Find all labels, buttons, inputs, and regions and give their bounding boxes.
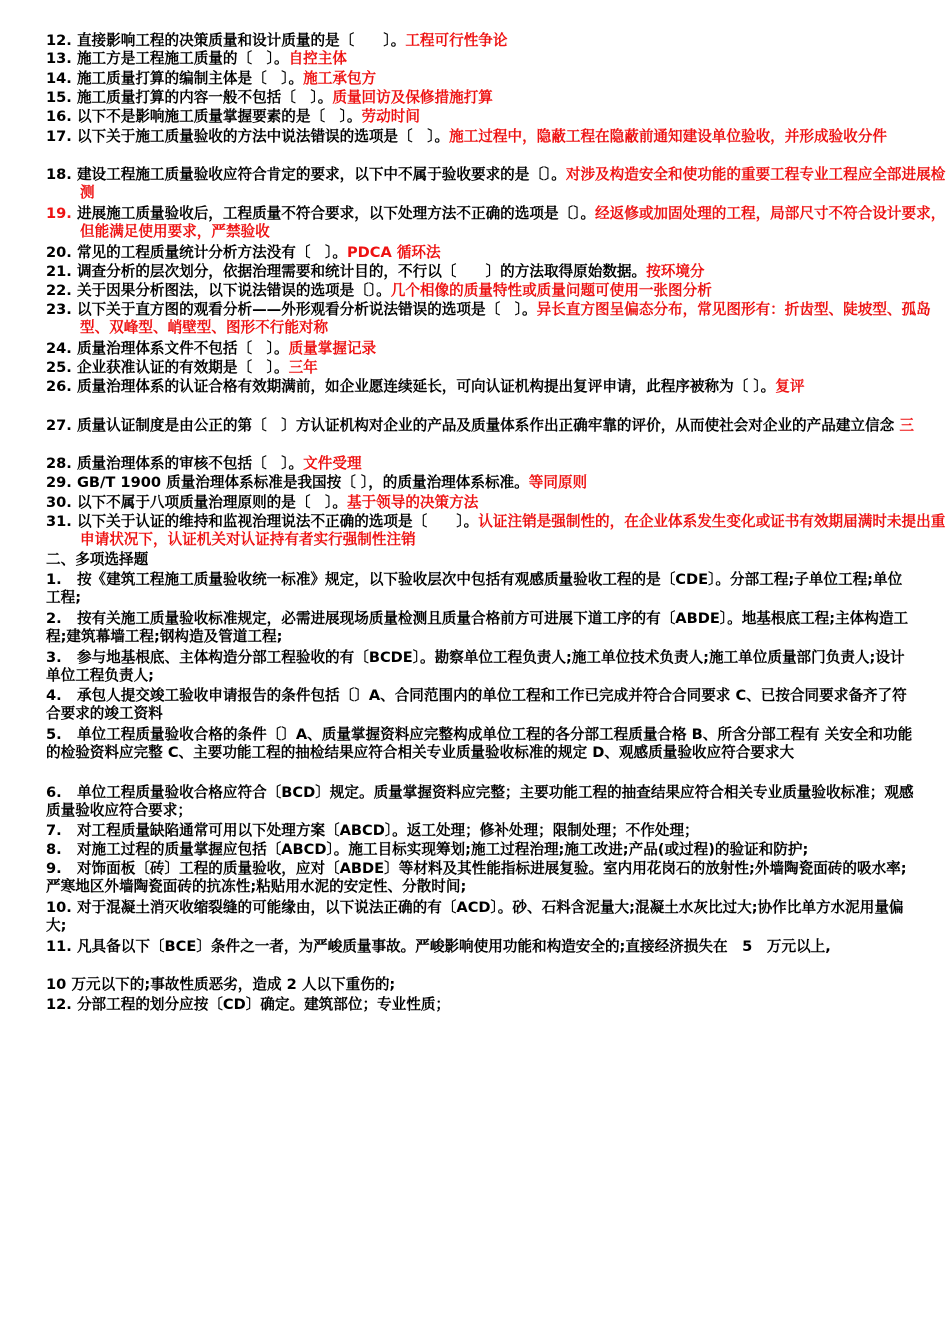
answer: 施工承包方 bbox=[303, 70, 377, 87]
multi-question-6: 6. 单位工程质量验收合格应符合〔BCD〕规定。质量掌握资料应完整；主要功能工程的抽查结果应符合相关专业质量验收标准；观感质量验收应符合要求； bbox=[46, 784, 914, 819]
section-title-multi-choice: 二、多项选择题 bbox=[46, 551, 149, 568]
multi-question-4: 4. 承包人提交竣工验收申请报告的条件包括〔〕A、合同范围内的单位工程和工作已完成并符合合同要求 C、已按合同要求备齐了符合要求的竣工资料 bbox=[46, 687, 907, 722]
question-21: 21. 调查分析的层次划分，依据治理需要和统计目的，不行以〔 〕的方法取得原始数据。按环境分 bbox=[46, 263, 705, 280]
answer: 经返修或加固处理的工程，局部尺寸不符合设计要求，但能满足使用要求，严禁验收 bbox=[80, 205, 946, 240]
question-27: 27. 质量认证制度是由公正的第〔 〕方认证机构对企业的产品及质量体系作出正确牢靠的评价，从而使社会对企业的产品建立信念 三 bbox=[46, 417, 914, 434]
answer: 几个相像的质量特性或质量问题可使用一张图分析 bbox=[390, 282, 712, 299]
question-23: 23. 以下关于直方图的观看分析——外形观看分析说法错误的选项是〔 〕。异长直方图呈偏态分布，常见图形有：折齿型、陡坡型、孤岛型、双峰型、峭壁型、图形不行能对称 bbox=[46, 301, 931, 336]
multi-question-1: 1. 按《建筑工程施工质量验收统一标准》规定，以下验收层次中包括有观感质量验收工程的是〔CDE〕。分部工程;子单位工程;单位工程; bbox=[46, 571, 903, 606]
question-18: 18. 建设工程施工质量验收应符合肯定的要求，以下中不属于验收要求的是〔〕。对涉及构造安全和使功能的重要工程专业工程应全部进展检测 bbox=[46, 166, 946, 201]
multi-question-11-continued: 10 万元以下的;事故性质恶劣，造成 2 人以下重伤的; bbox=[46, 976, 396, 993]
answer: 工程可行性争论 bbox=[405, 32, 508, 49]
multi-question-2: 2. 按有关施工质量验收标准规定，必需进展现场质量检测且质量合格前方可进展下道工序的有〔ABDE〕。地基根底工程;主体构造工程;建筑幕墙工程;钢构造及管道工程; bbox=[46, 610, 909, 645]
multi-question-5: 5. 单位工程质量验收合格的条件〔〕A、质量掌握资料应完整构成单位工程的各分部工程质量合格 B、所含分部工程有 关安全和功能的检验资料应完整 C、主要功能工程的抽检结果应符合相关专业质量验收标准的规定 D、观感质量验收应符合要求大 bbox=[46, 726, 913, 761]
multi-question-10: 10. 对于混凝土消灭收缩裂缝的可能缘由，以下说法正确的有〔ACD〕。砂、石料含泥量大;混凝土水灰比过大;协作比单方水泥用量偏大; bbox=[46, 899, 904, 934]
question-12: 12. 直接影响工程的决策质量和设计质量的是〔 〕。工程可行性争论 bbox=[46, 32, 508, 49]
question-22: 22. 关于因果分析图法，以下说法错误的选项是〔〕。几个相像的质量特性或质量问题可使用一张图分析 bbox=[46, 282, 712, 299]
answer: 对涉及构造安全和使功能的重要工程专业工程应全部进展检测 bbox=[80, 166, 946, 201]
multi-question-11: 11. 凡具备以下〔BCE〕条件之一者，为严峻质量事故。严峻影响使用功能和构造安全的;直接经济损失在 5 万元以上, bbox=[46, 938, 831, 955]
multi-question-9: 9. 对饰面板〔砖〕工程的质量验收，应对〔ABDE〕等材料及其性能指标进展复验。室内用花岗石的放射性;外墙陶瓷面砖的吸水率;严寒地区外墙陶瓷面砖的抗冻性;粘贴用水泥的安定性、分散时间; bbox=[46, 860, 907, 895]
answer: 三年 bbox=[288, 359, 318, 376]
question-16: 16. 以下不是影响施工质量掌握要素的是〔 〕。劳动时间 bbox=[46, 108, 420, 125]
answer: 质量掌握记录 bbox=[288, 340, 377, 357]
multi-question-12: 12. 分部工程的划分应按〔CD〕确定。建筑部位；专业性质； bbox=[46, 996, 451, 1013]
question-14: 14. 施工质量打算的编制主体是〔 〕。施工承包方 bbox=[46, 70, 377, 87]
answer: PDCA 循环法 bbox=[346, 244, 441, 261]
question-26: 26. 质量治理体系的认证合格有效期满前，如企业愿连续延长，可向认证机构提出复评申请，此程序被称为〔 〕。复评 bbox=[46, 378, 805, 395]
question-20: 20. 常见的工程质量统计分析方法没有〔 〕。PDCA 循环法 bbox=[46, 244, 441, 261]
answer: 异长直方图呈偏态分布，常见图形有：折齿型、陡坡型、孤岛型、双峰型、峭壁型、图形不行能对称 bbox=[80, 301, 931, 336]
question-24: 24. 质量治理体系文件不包括〔 〕。质量掌握记录 bbox=[46, 340, 377, 357]
question-19: 19. 进展施工质量验收后，工程质量不符合要求，以下处理方法不正确的选项是〔〕。经返修或加固处理的工程，局部尺寸不符合设计要求，但能满足使用要求，严禁验收 bbox=[46, 205, 946, 240]
question-29: 29. GB/T 1900 质量治理体系标准是我国按〔 〕，的质量治理体系标准。等同原则 bbox=[46, 474, 588, 491]
question-28: 28. 质量治理体系的审核不包括〔 〕。文件受理 bbox=[46, 455, 362, 472]
multi-question-7: 7. 对工程质量缺陷通常可用以下处理方案〔ABCD〕。返工处理；修补处理；限制处理；不作处理； bbox=[46, 822, 699, 839]
question-30: 30. 以下不属于八项质量治理原则的是〔 〕。基于领导的决策方法 bbox=[46, 494, 479, 511]
multi-question-3: 3. 参与地基根底、主体构造分部工程验收的有〔BCDE〕。勘察单位工程负责人;施工单位技术负责人;施工单位质量部门负责人;设计单位工程负责人; bbox=[46, 649, 905, 684]
question-17: 17. 以下关于施工质量验收的方法中说法错误的选项是〔 〕。施工过程中，隐蔽工程在隐蔽前通知建设单位验收，并形成验收分件 bbox=[46, 128, 887, 145]
answer: 文件受理 bbox=[303, 455, 362, 472]
answer: 等同原则 bbox=[528, 474, 588, 491]
question-25: 25. 企业获准认证的有效期是〔 〕。三年 bbox=[46, 359, 318, 376]
answer: 按环境分 bbox=[646, 263, 705, 280]
question-13: 13. 施工方是工程施工质量的〔 〕。自控主体 bbox=[46, 50, 347, 67]
answer: 基于领导的决策方法 bbox=[346, 494, 479, 511]
answer: 劳动时间 bbox=[361, 108, 420, 125]
answer: 复评 bbox=[775, 378, 805, 395]
answer: 施工过程中，隐蔽工程在隐蔽前通知建设单位验收，并形成验收分件 bbox=[449, 128, 887, 145]
question-15: 15. 施工质量打算的内容一般不包括〔 〕。质量回访及保修措施打算 bbox=[46, 89, 493, 106]
answer: 认证注销是强制性的，在企业体系发生变化或证书有效期届满时未提出重申请状况下，认证机关对认证持有者实行强制性注销 bbox=[80, 513, 946, 548]
question-31: 31. 以下关于认证的维持和监视治理说法不正确的选项是〔 〕。认证注销是强制性的，在企业体系发生变化或证书有效期届满时未提出重申请状况下，认证机关对认证持有者实行强制性注销 bbox=[46, 513, 946, 548]
answer: 三 bbox=[899, 417, 914, 434]
answer: 质量回访及保修措施打算 bbox=[332, 89, 493, 106]
multi-question-8: 8. 对施工过程的质量掌握应包括〔ABCD〕。施工目标实现筹划;施工过程治理;施工改进;产品(或过程)的验证和防护; bbox=[46, 841, 809, 858]
answer: 自控主体 bbox=[288, 50, 347, 67]
